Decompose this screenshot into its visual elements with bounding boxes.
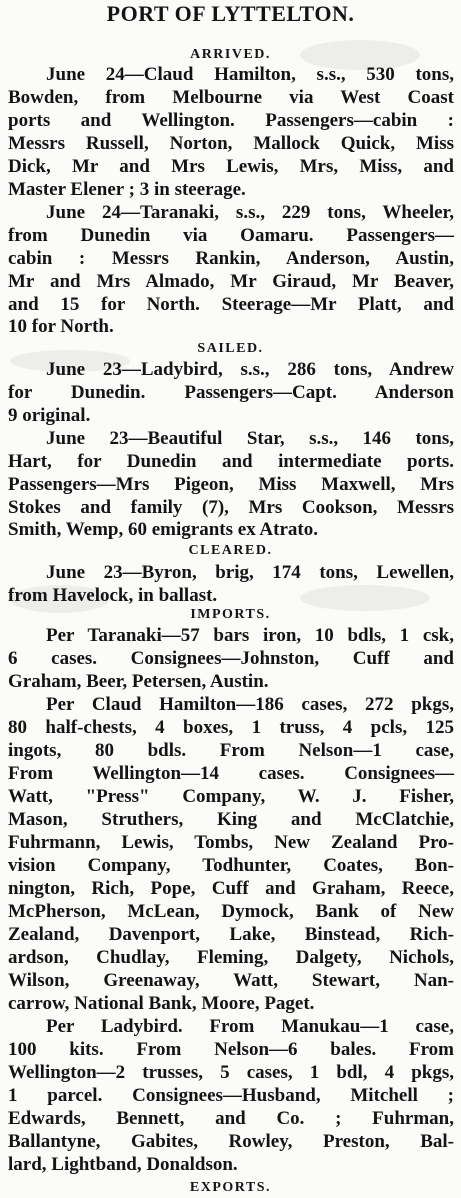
- text-line: McPherson, McLean, Dymock, Bank of New: [8, 901, 454, 922]
- text-line: nington, Rich, Pope, Cuff and Graham, Reece,: [8, 878, 454, 899]
- text-line: 80 half-chests, 4 boxes, 1 truss, 4 pcls, 125: [8, 717, 454, 738]
- text-line: Dick, Mr and Mrs Lewis, Mrs, Miss, and: [8, 156, 454, 177]
- text-line: Messrs Russell, Norton, Mallock Quick, Miss: [8, 133, 454, 154]
- text-line: Fuhrmann, Lewis, Tombs, New Zealand Pro-: [8, 832, 454, 853]
- heading-imports: IMPORTS.: [190, 607, 271, 622]
- text-line: Per Ladybird. From Manukau—1 case,: [46, 1016, 454, 1037]
- text-line: 1 parcel. Consignees—Husband, Mitchell ;: [8, 1085, 454, 1106]
- text-line: Wellington—2 trusses, 5 cases, 1 bdl, 4 pkgs,: [8, 1062, 454, 1083]
- text-line: Mason, Struthers, King and McClatchie,: [8, 809, 454, 830]
- text-line: June 24—Claud Hamilton, s.s., 530 tons,: [46, 64, 454, 85]
- text-line: lard, Lightband, Donaldson.: [8, 1154, 238, 1175]
- text-line: Graham, Beer, Petersen, Austin.: [8, 671, 269, 692]
- text-line: Edwards, Bennett, and Co. ; Fuhrman,: [8, 1108, 454, 1129]
- text-line: from Havelock, in ballast.: [8, 585, 218, 606]
- text-line: Watt, "Press" Company, W. J. Fisher,: [8, 786, 454, 807]
- page-title: PORT OF LYTTELTON.: [106, 1, 355, 26]
- text-line: Hart, for Dunedin and intermediate ports.: [8, 451, 454, 472]
- text-line: 6 cases. Consignees—Johnston, Cuff and: [8, 648, 454, 669]
- heading-cleared: CLEARED.: [188, 543, 273, 558]
- text-line: 9 original.: [8, 405, 91, 426]
- text-line: Per Taranaki—57 bars iron, 10 bdls, 1 csk,: [46, 625, 454, 646]
- text-line: Wilson, Greenaway, Watt, Stewart, Nan-: [8, 970, 454, 991]
- text-line: Master Elener ; 3 in steerage.: [8, 179, 246, 200]
- text-line: from Dunedin via Oamaru. Passengers—: [8, 225, 454, 246]
- text-line: June 23—Ladybird, s.s., 286 tons, Andrew: [46, 359, 454, 380]
- text-line: ingots, 80 bdls. From Nelson—1 case,: [8, 740, 454, 761]
- text-line: Ballantyne, Gabites, Rowley, Preston, Bal-: [8, 1131, 454, 1152]
- text-line: June 23—Beautiful Star, s.s., 146 tons,: [46, 428, 454, 449]
- text-line: for Dunedin. Passengers—Capt. Anderson: [8, 382, 454, 403]
- text-line: Passengers—Mrs Pigeon, Miss Maxwell, Mrs: [8, 474, 454, 495]
- text-line: 10 for North.: [8, 316, 114, 337]
- text-line: June 23—Byron, brig, 174 tons, Lewellen,: [46, 562, 454, 583]
- text-line: Mr and Mrs Almado, Mr Giraud, Mr Beaver,: [8, 271, 454, 292]
- text-line: cabin : Messrs Rankin, Anderson, Austin,: [8, 248, 454, 269]
- text-line: ports and Wellington. Passengers—cabin :: [8, 110, 454, 131]
- text-line: ardson, Chudlay, Fleming, Dalgety, Nichols,: [8, 947, 454, 968]
- text-line: Per Claud Hamilton—186 cases, 272 pkgs,: [46, 694, 454, 715]
- text-line: Smith, Wemp, 60 emigrants ex Atrato.: [8, 519, 318, 540]
- text-line: From Wellington—14 cases. Consignees—: [8, 763, 454, 784]
- heading-sailed: SAILED.: [197, 341, 264, 356]
- text-line: carrow, National Bank, Moore, Paget.: [8, 993, 315, 1014]
- text-line: vision Company, Todhunter, Coates, Bon-: [8, 855, 454, 876]
- text-line: Zealand, Davenport, Lake, Binstead, Rich-: [8, 924, 454, 945]
- heading-exports: EXPORTS.: [189, 1180, 272, 1195]
- text-line: Bowden, from Melbourne via West Coast: [8, 87, 454, 108]
- text-line: 100 kits. From Nelson—6 bales. From: [8, 1039, 454, 1060]
- text-line: and 15 for North. Steerage—Mr Platt, and: [8, 294, 454, 315]
- text-line: June 24—Taranaki, s.s., 229 tons, Wheeler,: [46, 202, 454, 223]
- heading-arrived: ARRIVED.: [190, 47, 271, 62]
- text-line: Stokes and family (7), Mrs Cookson, Messrs: [8, 497, 454, 518]
